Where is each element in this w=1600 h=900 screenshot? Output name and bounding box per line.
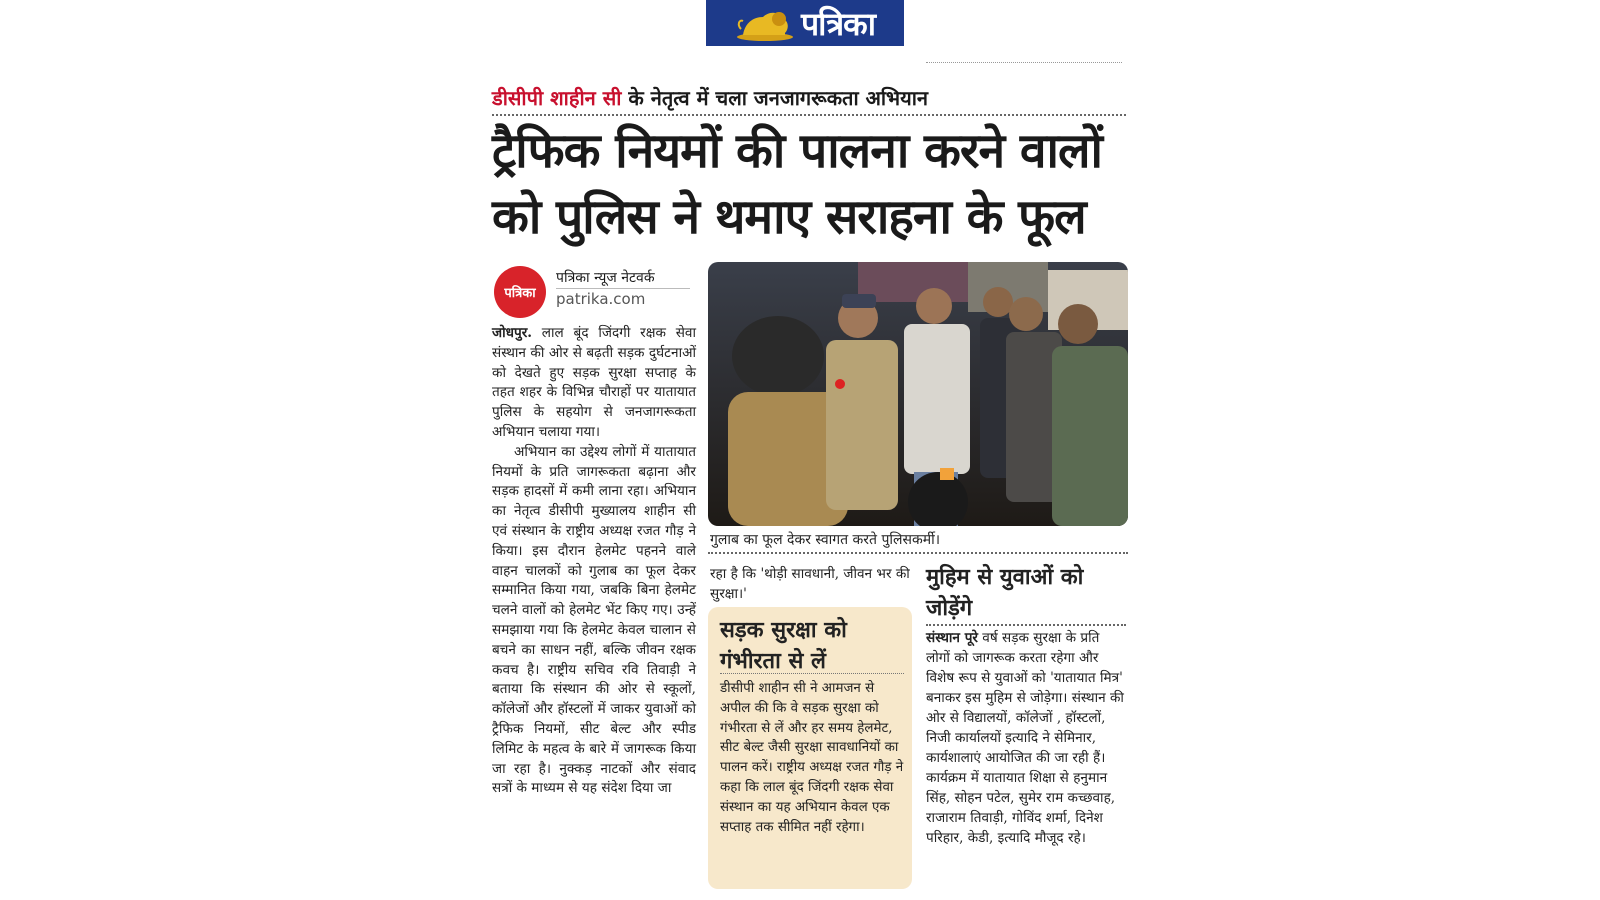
- dateline-rule: [926, 62, 1122, 68]
- byline-org: पत्रिका न्यूज नेटवर्क: [556, 270, 655, 286]
- kicker-highlight: डीसीपी शाहीन सी: [492, 86, 622, 110]
- right-column-heading: मुहिम से युवाओं को जोड़ेंगे: [926, 565, 1084, 621]
- masthead-logo: [706, 0, 904, 46]
- dateline-place: जोधपुर.: [492, 325, 532, 341]
- byline-site: patrika.com: [556, 290, 646, 308]
- masthead-name: पत्रिका: [801, 4, 875, 43]
- patrika-logo-badge: पत्रिका: [494, 266, 546, 318]
- left-para-1: लाल बूंद जिंदगी रक्षक सेवा संस्थान की ओर से बढ़ती सड़क दुर्घटनाओं को देखते हुए सड़क सुरक्षा सप्ताह के तहत शहर के विभिन्न चौराहों पर यातायात पुलिस के सहयोग से जनजागरूकता अभियान चलाया गया।: [492, 325, 696, 440]
- left-column-text: [492, 324, 696, 799]
- sidebar-box: [708, 607, 912, 889]
- kicker-divider: [492, 114, 1126, 116]
- kicker-text: के नेतृत्व में चला जनजागरूकता अभियान: [621, 86, 928, 110]
- headline: [492, 118, 1132, 250]
- right-column-text: [926, 628, 1126, 848]
- box-divider: [720, 673, 904, 674]
- right-heading-divider: [926, 624, 1126, 626]
- left-para-2: अभियान का उद्देश्य लोगों में यातायात नियमों के प्रति जागरूकता बढ़ाना और सड़क हादसों में कमी लाना रहा। अभियान का नेतृत्व डीसीपी मुख्यालय शाहीन सी एवं संस्थान के राष्ट्रीय अध्यक्ष रजत गौड़ ने किया। इस दौरान हेलमेट पहनने वाले वाहन चालकों को गुलाब का फूल देकर सम्मानित किया गया, जबकि बिना हेलमेट चलने वालों को हेलमेट भेंट किए गए। उन्हें समझाया गया कि हेलमेट केवल चालान से बचने का साधन नहीं, बल्कि जीवन रक्षक कवच है। राष्ट्रीय सचिव रवि तिवाड़ी ने बताया कि संस्थान की ओर से स्कूलों, कॉलेजों और हॉस्टलों में जाकर युवाओं को ट्रैफिक नियमों, सीट बेल्ट और स्पीड लिमिट के महत्व के बारे में जागरूक किया जा रहा है। नुक्कड़ नाटकों और संवाद सत्रों के माध्यम से यह संदेश दिया जा: [492, 443, 696, 797]
- box-text: डीसीपी शाहीन सी ने आमजन से अपील की कि वे सड़क सुरक्षा को गंभीरता से लें और हर समय हेलमेट, सीट बेल्ट जैसी सुरक्षा सावधानियों का पालन करें। राष्ट्रीय अध्यक्ष रजत गौड़ ने कहा कि लाल बूंद जिंदगी रक्षक सेवा संस्थान का यह अभियान केवल एक सप्ताह तक सीमित नहीं रहेगा।: [720, 681, 904, 835]
- right-lead: संस्थान पूरे: [926, 630, 978, 646]
- headline-line-1: ट्रैफिक नियमों की पालना करने वालों: [492, 123, 1102, 179]
- byline-divider: [556, 288, 690, 289]
- byline: [494, 264, 694, 320]
- photo-caption: गुलाब का फूल देकर स्वागत करते पुलिसकर्मी।: [710, 532, 941, 548]
- mid-column-continuation: रहा है कि 'थोड़ी सावधानी, जीवन भर की सुरक्षा।': [710, 566, 910, 602]
- right-body: वर्ष सड़क सुरक्षा के प्रति लोगों को जागरूक करता रहेगा और विशेष रूप से युवाओं को 'यातायात मित्र' बनाकर इस मुहिम से जोड़ेगा। संस्थान की ओर से विद्यालयों, कॉलेजों , हॉस्टलों, निजी कार्यालयों इत्यादि ने सेमिनार, कार्यशालाएं आयोजित की जा रही हैं। कार्यक्रम में यातायात शिक्षा से हनुमान सिंह, सोहन पटेल, सुमेर राम कच्छवाह, राजाराम तिवाड़ी, गोविंद शर्मा, दिनेश परिहार, केडी, इत्यादि मौजूद रहे।: [926, 630, 1124, 846]
- box-heading: सड़क सुरक्षा को गंभीरता से लें: [720, 618, 847, 674]
- caption-divider: [708, 552, 1128, 554]
- headline-line-2: को पुलिस ने थमाए सराहना के फूल: [492, 189, 1086, 245]
- kicker: [492, 84, 928, 111]
- lion-emblem-icon: [735, 3, 795, 43]
- news-photo: [708, 262, 1128, 526]
